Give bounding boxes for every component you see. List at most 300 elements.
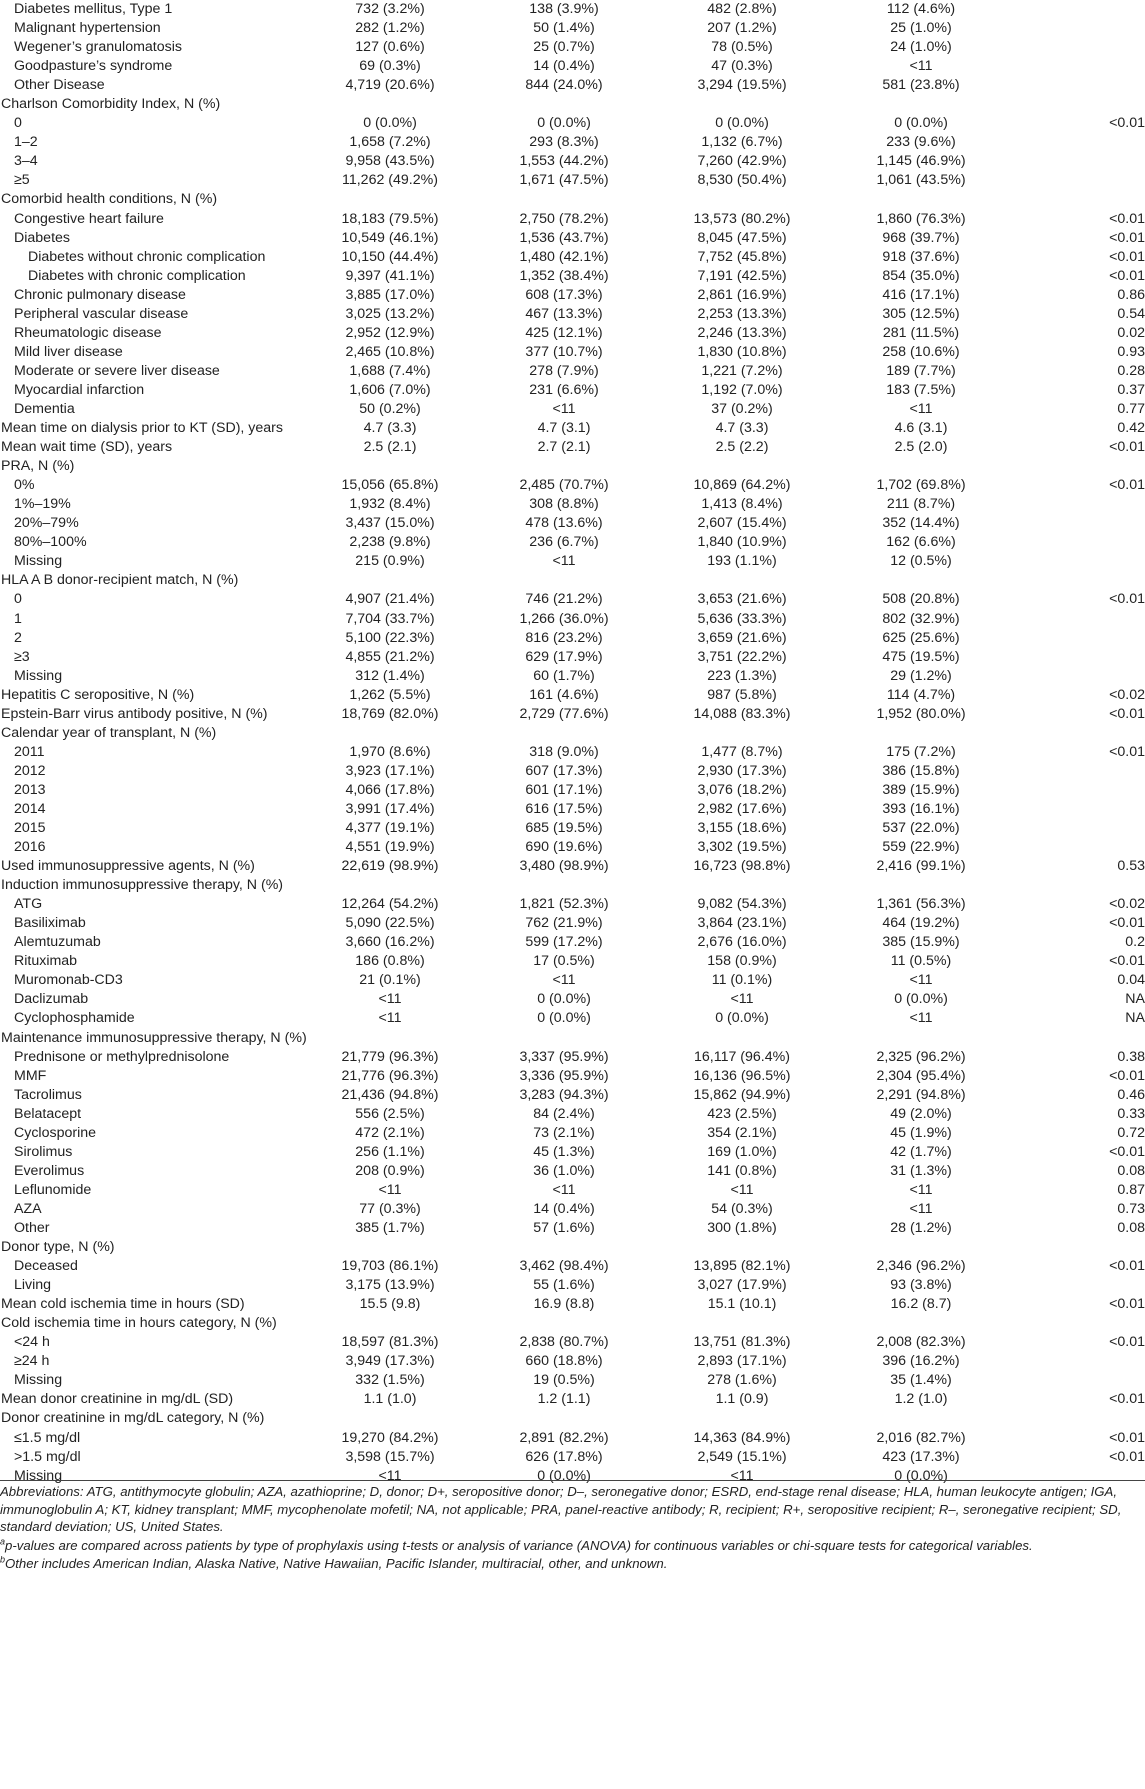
cell-group-3: 2,291 (94.8%) — [876, 1086, 966, 1103]
row-label: Leflunomide — [14, 1181, 92, 1198]
cell-p-value: <0.01 — [1109, 1067, 1145, 1084]
table-row — [0, 57, 1145, 76]
cell-total: 21,776 (96.3%) — [341, 1067, 439, 1084]
cell-total: 3,660 (16.2%) — [345, 934, 435, 951]
cell-group-3: 386 (15.8%) — [882, 762, 960, 779]
row-label: Sirolimus — [14, 1143, 73, 1160]
cell-p-value: 0.87 — [1117, 1181, 1145, 1198]
table-row — [0, 914, 1145, 933]
table-row — [0, 476, 1145, 495]
table-row-heading — [0, 876, 1145, 895]
cell-group-3: 305 (12.5%) — [882, 305, 960, 322]
cell-p-value — [1006, 495, 1145, 514]
cell-total: 4,551 (19.9%) — [345, 839, 435, 856]
cell-group-2: 5,636 (33.3%) — [697, 610, 787, 627]
row-label: Dementia — [14, 400, 75, 417]
cell-total: 4,719 (20.6%) — [345, 77, 435, 94]
cell-group-2 — [648, 1314, 836, 1333]
table-row — [0, 800, 1145, 819]
cell-p-value — [1006, 610, 1145, 629]
cell-group-1: 161 (4.6%) — [529, 686, 599, 703]
table-row — [0, 114, 1145, 133]
cell-p-value — [1006, 1029, 1145, 1048]
cell-total: 18,597 (81.3%) — [341, 1334, 439, 1351]
cell-group-2: 14,088 (83.3%) — [693, 705, 791, 722]
cell-total — [300, 571, 480, 590]
table-row — [0, 286, 1145, 305]
cell-group-2: 2,861 (16.9%) — [697, 286, 787, 303]
table-row — [0, 590, 1145, 609]
cell-group-3: 175 (7.2%) — [886, 743, 956, 760]
cell-group-2: 3,751 (22.2%) — [697, 648, 787, 665]
cell-group-2 — [648, 95, 836, 114]
cell-group-3: 625 (25.6%) — [882, 629, 960, 646]
cell-group-3: 2,325 (96.2%) — [876, 1048, 966, 1065]
cell-group-2: 2,676 (16.0%) — [697, 934, 787, 951]
cell-group-2: 7,752 (45.8%) — [697, 248, 787, 265]
footnote-b — [0, 1555, 1142, 1573]
cell-group-3: 396 (16.2%) — [882, 1353, 960, 1370]
cell-p-value — [1006, 1409, 1145, 1428]
table-row — [0, 762, 1145, 781]
table-row — [0, 362, 1145, 381]
cell-group-3: 258 (10.6%) — [882, 343, 960, 360]
table-row — [0, 133, 1145, 152]
cell-total: 5,090 (22.5%) — [345, 915, 435, 932]
cell-group-3: 28 (1.2%) — [890, 1220, 952, 1236]
cell-total — [300, 1409, 480, 1428]
cell-group-1: 308 (8.8%) — [529, 496, 599, 513]
cell-group-1: 57 (1.6%) — [533, 1220, 595, 1236]
cell-group-1: 0 (0.0%) — [537, 991, 591, 1008]
cell-group-3: 49 (2.0%) — [890, 1105, 952, 1122]
row-label: Used immunosuppressive agents, N (%) — [1, 858, 255, 875]
table-row — [0, 267, 1145, 286]
cell-total: 15,056 (65.8%) — [341, 477, 439, 494]
row-label: Goodpasture’s syndrome — [14, 58, 173, 75]
table-row — [0, 1143, 1145, 1162]
row-label: Diabetes — [14, 229, 70, 246]
cell-total: 0 (0.0%) — [363, 115, 417, 132]
cell-p-value: <0.02 — [1109, 686, 1145, 703]
cell-group-1 — [480, 876, 648, 895]
cell-p-value — [1006, 152, 1145, 171]
cell-group-3: 16.2 (8.7) — [890, 1296, 952, 1313]
cell-group-3: 1.2 (1.0) — [894, 1391, 948, 1408]
cell-group-1: 377 (10.7%) — [525, 343, 603, 360]
cell-total — [300, 1029, 480, 1048]
cell-total — [300, 190, 480, 209]
table-row — [0, 400, 1145, 419]
row-label: Rheumatologic disease — [14, 324, 162, 341]
cell-p-value — [1006, 533, 1145, 552]
cell-p-value: <0.01 — [1109, 439, 1145, 456]
cell-group-1: 1,352 (38.4%) — [519, 267, 609, 284]
row-label: Cold ischemia time in hours category, N (%) — [1, 1315, 277, 1332]
row-label: ≤1.5 mg/dl — [14, 1429, 81, 1446]
cell-group-2: 2,893 (17.1%) — [697, 1353, 787, 1370]
row-label: 20%–79% — [14, 515, 79, 532]
cell-group-3: 581 (23.8%) — [882, 77, 960, 94]
cell-group-3: 189 (7.7%) — [886, 362, 956, 379]
cell-total: 472 (2.1%) — [355, 1124, 425, 1141]
cell-group-1: 36 (1.0%) — [533, 1162, 595, 1179]
cell-p-value — [1006, 1238, 1145, 1257]
cell-group-1: 844 (24.0%) — [525, 77, 603, 94]
cell-total: 4,377 (19.1%) — [345, 820, 435, 837]
cell-total: 332 (1.5%) — [355, 1372, 425, 1389]
cell-group-1: 50 (1.4%) — [533, 20, 595, 37]
cell-total: 19,703 (86.1%) — [341, 1258, 439, 1275]
cell-p-value — [1006, 1371, 1145, 1390]
cell-group-2: 482 (2.8%) — [707, 1, 777, 17]
cell-group-1: 762 (21.9%) — [525, 915, 603, 932]
cell-group-3: 211 (8.7%) — [886, 496, 956, 513]
cell-total: 1,262 (5.5%) — [349, 686, 431, 703]
cell-group-1: 2,485 (70.7%) — [519, 477, 609, 494]
cell-p-value: <0.01 — [1109, 115, 1145, 132]
cell-total: 5,100 (22.3%) — [345, 629, 435, 646]
cell-total: 22,619 (98.9%) — [341, 858, 439, 875]
table-row — [0, 1257, 1145, 1276]
cell-p-value: NA — [1125, 991, 1145, 1008]
cell-group-2: 223 (1.3%) — [707, 667, 777, 684]
row-label: Mean time on dialysis prior to KT (SD), years — [1, 420, 284, 437]
cell-group-2: 207 (1.2%) — [707, 20, 777, 37]
row-label: 2 — [14, 629, 22, 646]
cell-p-value — [1006, 1314, 1145, 1333]
cell-group-1 — [480, 190, 648, 209]
cell-group-1 — [480, 1029, 648, 1048]
table-row — [0, 667, 1145, 686]
cell-p-value — [1006, 57, 1145, 76]
cell-total: 186 (0.8%) — [355, 953, 425, 970]
table-row — [0, 933, 1145, 952]
cell-total: 1.1 (1.0) — [363, 1391, 417, 1408]
table-row — [0, 1124, 1145, 1143]
cell-group-1: 478 (13.6%) — [525, 515, 603, 532]
cell-p-value — [1006, 38, 1145, 57]
cell-total: 282 (1.2%) — [355, 20, 425, 37]
cell-group-2: 16,723 (98.8%) — [693, 858, 791, 875]
cell-p-value: <0.01 — [1109, 267, 1145, 284]
cell-p-value — [1006, 190, 1145, 209]
row-label: Moderate or severe liver disease — [14, 362, 220, 379]
cell-group-1: <11 — [552, 1181, 576, 1198]
cell-group-3: <11 — [909, 58, 933, 75]
row-label: Muromonab-CD3 — [14, 972, 123, 989]
cell-total: <11 — [378, 1467, 402, 1484]
cell-group-3: 2,416 (99.1%) — [876, 858, 966, 875]
cell-group-3: 1,361 (56.3%) — [876, 896, 966, 913]
cell-p-value — [1006, 648, 1145, 667]
cell-group-3: 11 (0.5%) — [890, 953, 952, 970]
cell-group-2: 1,192 (7.0%) — [701, 381, 783, 398]
table-row-heading — [0, 95, 1145, 114]
cell-total: 3,885 (17.0%) — [345, 286, 435, 303]
table-row — [0, 990, 1145, 1009]
cell-group-1: 3,337 (95.9%) — [519, 1048, 609, 1065]
cell-group-3: 1,952 (80.0%) — [876, 705, 966, 722]
table-row — [0, 38, 1145, 57]
cell-group-2: 16,117 (96.4%) — [694, 1048, 790, 1065]
cell-group-2: 1,830 (10.8%) — [697, 343, 787, 360]
row-label: HLA A B donor-recipient match, N (%) — [1, 572, 239, 589]
cell-total: 127 (0.6%) — [355, 39, 425, 56]
cell-group-3 — [836, 724, 1006, 743]
cell-p-value — [1006, 19, 1145, 38]
cell-p-value: 0.77 — [1117, 400, 1145, 417]
cell-total: 2,238 (9.8%) — [349, 534, 431, 551]
cell-group-1: 236 (6.7%) — [529, 534, 599, 551]
cell-group-2: 78 (0.5%) — [711, 39, 773, 56]
cell-group-2: 1,413 (8.4%) — [701, 496, 783, 513]
row-label: >1.5 mg/dl — [14, 1448, 81, 1465]
table-row — [0, 819, 1145, 838]
cell-group-3: 416 (17.1%) — [882, 286, 960, 303]
row-label: Malignant hypertension — [14, 20, 161, 37]
cell-group-1: 3,462 (98.4%) — [519, 1258, 609, 1275]
cell-group-3: 0 (0.0%) — [894, 115, 948, 132]
row-label: Chronic pulmonary disease — [14, 286, 186, 303]
table-row — [0, 1276, 1145, 1295]
cell-group-1: 467 (13.3%) — [525, 305, 603, 322]
cell-p-value — [1006, 876, 1145, 895]
cell-group-1: 746 (21.2%) — [525, 591, 603, 608]
cell-p-value — [1006, 819, 1145, 838]
table-notes — [0, 1483, 1142, 1574]
table-row — [0, 171, 1145, 190]
abbreviations-note: Abbreviations: ATG, antithymocyte globulin; AZA, azathioprine; D, donor; D+, seropositive donor; D–, seronegative donor; ESRD, end-stage renal disease; HLA, human leukocyte antigen; IGA, immunoglobulin A; KT, kidney transplant; MMF, mycophenolate mofetil; NA, not applicable; PRA, panel-reactive antibody; R, recipient; R+, seropositive recipient; R–, seronegative recipient; SD, standard deviation; US, United States. — [0, 1484, 1122, 1535]
cell-group-1: 2,891 (82.2%) — [519, 1429, 609, 1446]
table-row — [0, 305, 1145, 324]
row-label: 2013 — [14, 781, 46, 798]
cell-p-value: <0.01 — [1109, 1296, 1145, 1313]
row-label: Myocardial infarction — [14, 381, 145, 398]
cell-group-3: 802 (32.9%) — [882, 610, 960, 627]
cell-group-1: 1,671 (47.5%) — [519, 172, 609, 189]
table-row — [0, 514, 1145, 533]
cell-group-3: <11 — [909, 1010, 933, 1027]
cell-group-1: 607 (17.3%) — [525, 762, 603, 779]
cell-group-3: 2,346 (96.2%) — [876, 1258, 966, 1275]
cell-group-1: 19 (0.5%) — [533, 1372, 595, 1389]
cell-p-value: <0.01 — [1109, 1391, 1145, 1408]
cell-group-2 — [648, 1029, 836, 1048]
cell-total: 4,855 (21.2%) — [345, 648, 435, 665]
cell-group-2: 13,895 (82.1%) — [693, 1258, 791, 1275]
row-label: 2014 — [14, 800, 46, 817]
cell-group-2: 3,294 (19.5%) — [697, 77, 787, 94]
cell-group-2: 3,302 (19.5%) — [697, 839, 787, 856]
cell-total: 2,465 (10.8%) — [345, 343, 435, 360]
cell-group-1: 16.9 (8.8) — [533, 1296, 595, 1313]
row-label: AZA — [14, 1200, 42, 1217]
row-label: ≥24 h — [14, 1353, 50, 1370]
cell-total: 4,066 (17.8%) — [345, 781, 435, 798]
table-bottom-rule — [0, 1480, 1145, 1481]
table-row — [0, 1048, 1145, 1067]
table-row — [0, 1429, 1145, 1448]
row-label: 1 — [14, 610, 22, 627]
cell-group-2: 2,607 (15.4%) — [697, 515, 787, 532]
cell-group-2: 15.1 (10.1) — [707, 1296, 777, 1313]
cell-group-3 — [836, 571, 1006, 590]
cell-p-value: 0.33 — [1117, 1105, 1145, 1122]
cell-group-2: 16,136 (96.5%) — [693, 1067, 791, 1084]
row-label: Wegener’s granulomatosis — [14, 39, 182, 56]
cell-group-1: 25 (0.7%) — [533, 39, 595, 56]
cell-p-value: <0.01 — [1109, 591, 1145, 608]
cell-group-1: 84 (2.4%) — [533, 1105, 595, 1122]
cell-total: 21,779 (96.3%) — [341, 1048, 439, 1065]
table-row — [0, 552, 1145, 571]
cell-total: 1,606 (7.0%) — [349, 381, 431, 398]
cell-total: 556 (2.5%) — [355, 1105, 425, 1122]
cell-p-value: <0.01 — [1109, 1429, 1145, 1446]
cell-group-3: 464 (19.2%) — [882, 915, 960, 932]
cell-group-2: 300 (1.8%) — [707, 1220, 777, 1236]
table-row — [0, 210, 1145, 229]
cell-p-value — [1006, 0, 1145, 19]
cell-p-value: <0.01 — [1109, 477, 1145, 494]
cell-total — [300, 1238, 480, 1257]
row-label: 2012 — [14, 762, 46, 779]
table-row-heading — [0, 724, 1145, 743]
cell-group-1: 608 (17.3%) — [525, 286, 603, 303]
cell-group-2: 37 (0.2%) — [711, 400, 773, 417]
table-row — [0, 229, 1145, 248]
cell-group-1: 1,821 (52.3%) — [519, 896, 609, 913]
cell-total: 3,923 (17.1%) — [345, 762, 435, 779]
row-label: Everolimus — [14, 1162, 85, 1179]
table-row — [0, 1009, 1145, 1028]
row-label: 2011 — [14, 743, 45, 760]
cell-group-2: 987 (5.8%) — [707, 686, 777, 703]
row-label: 0 — [14, 591, 22, 608]
cell-group-2: 47 (0.3%) — [711, 58, 773, 75]
cell-total: 9,958 (43.5%) — [345, 153, 435, 170]
footnote-a-mark: a — [0, 1536, 6, 1547]
cell-group-1 — [480, 1314, 648, 1333]
cell-p-value — [1006, 571, 1145, 590]
cell-p-value — [1006, 800, 1145, 819]
row-label: ATG — [14, 896, 43, 913]
table-row — [0, 648, 1145, 667]
cell-p-value: NA — [1125, 1010, 1145, 1027]
cell-p-value: <0.01 — [1109, 1143, 1145, 1160]
row-label: Deceased — [14, 1258, 78, 1275]
row-label: Tacrolimus — [14, 1086, 82, 1103]
cell-total: 50 (0.2%) — [359, 400, 421, 417]
cell-group-1: 231 (6.6%) — [529, 381, 599, 398]
cell-group-3: 2,304 (95.4%) — [876, 1067, 966, 1084]
row-label: Mild liver disease — [14, 343, 123, 360]
cell-group-2: 1,840 (10.9%) — [697, 534, 787, 551]
cell-group-2 — [648, 1409, 836, 1428]
cell-group-3: 2,016 (82.7%) — [876, 1429, 966, 1446]
cell-group-3: 162 (6.6%) — [886, 534, 956, 551]
cell-group-2: 13,751 (81.3%) — [693, 1334, 791, 1351]
cell-p-value: 0.53 — [1117, 858, 1145, 875]
cell-group-2: 13,573 (80.2%) — [693, 210, 791, 227]
cell-group-2 — [648, 724, 836, 743]
row-label: Missing — [14, 1372, 63, 1389]
row-label: Missing — [14, 667, 63, 684]
cell-p-value — [1006, 76, 1145, 95]
cell-group-1: 293 (8.3%) — [529, 134, 599, 151]
cell-p-value: 0.54 — [1117, 305, 1145, 322]
cell-group-3: <11 — [909, 400, 933, 417]
cell-group-2: 3,027 (17.9%) — [697, 1277, 787, 1294]
cell-p-value: <0.01 — [1109, 1334, 1145, 1351]
cell-p-value: <0.01 — [1109, 953, 1145, 970]
table-row — [0, 495, 1145, 514]
cell-total — [300, 724, 480, 743]
row-label: Epstein-Barr virus antibody positive, N (%) — [1, 705, 268, 722]
table-row-heading — [0, 438, 1145, 457]
cell-group-3 — [836, 876, 1006, 895]
cell-group-3: 281 (11.5%) — [882, 324, 960, 341]
cell-group-2: 9,082 (54.3%) — [697, 896, 787, 913]
table-row — [0, 19, 1145, 38]
row-label: 1–2 — [14, 134, 38, 151]
cell-group-1 — [480, 1409, 648, 1428]
cell-group-2: 7,260 (42.9%) — [697, 153, 787, 170]
cell-total: 385 (1.7%) — [355, 1220, 425, 1236]
cell-group-3: 112 (4.6%) — [886, 1, 956, 17]
cell-group-3: <11 — [909, 1181, 933, 1198]
cell-group-2: <11 — [730, 991, 754, 1008]
cell-group-2: 158 (0.9%) — [707, 953, 777, 970]
cell-group-2: 2.5 (2.2) — [715, 439, 769, 456]
cell-total: 3,949 (17.3%) — [345, 1353, 435, 1370]
cell-total: <11 — [378, 991, 402, 1008]
cell-group-2: 11 (0.1%) — [711, 972, 773, 989]
table-row — [0, 838, 1145, 857]
cell-group-1: 278 (7.9%) — [529, 362, 599, 379]
cell-group-1: 616 (17.5%) — [525, 800, 603, 817]
cell-group-2: 354 (2.1%) — [707, 1124, 777, 1141]
cell-group-3: 1,702 (69.8%) — [876, 477, 966, 494]
cell-group-2: <11 — [730, 1467, 754, 1484]
cell-total: 3,025 (13.2%) — [345, 305, 435, 322]
cell-group-1: 816 (23.2%) — [525, 629, 603, 646]
table-row — [0, 629, 1145, 648]
row-label: Other — [14, 1220, 50, 1236]
table-row-heading — [0, 857, 1145, 876]
cell-group-2: 193 (1.1%) — [707, 553, 777, 570]
table-row — [0, 1086, 1145, 1105]
row-label: 0 — [14, 115, 22, 132]
table-row — [0, 1200, 1145, 1219]
cell-group-3: 0 (0.0%) — [894, 1467, 948, 1484]
table-row — [0, 1181, 1145, 1200]
cell-group-2: 10,869 (64.2%) — [693, 477, 791, 494]
cell-group-2: 2,982 (17.6%) — [697, 800, 787, 817]
table-row — [0, 0, 1145, 19]
table-row-heading — [0, 457, 1145, 476]
table-row — [0, 1448, 1145, 1467]
table-row-heading — [0, 419, 1145, 438]
footnote-b-mark: b — [0, 1554, 6, 1565]
cell-group-3: 508 (20.8%) — [882, 591, 960, 608]
cell-group-2: 423 (2.5%) — [707, 1105, 777, 1122]
cell-group-1: <11 — [552, 400, 576, 417]
row-label: Diabetes mellitus, Type 1 — [14, 1, 173, 17]
table-row — [0, 1219, 1145, 1238]
cell-group-3: 35 (1.4%) — [890, 1372, 952, 1389]
